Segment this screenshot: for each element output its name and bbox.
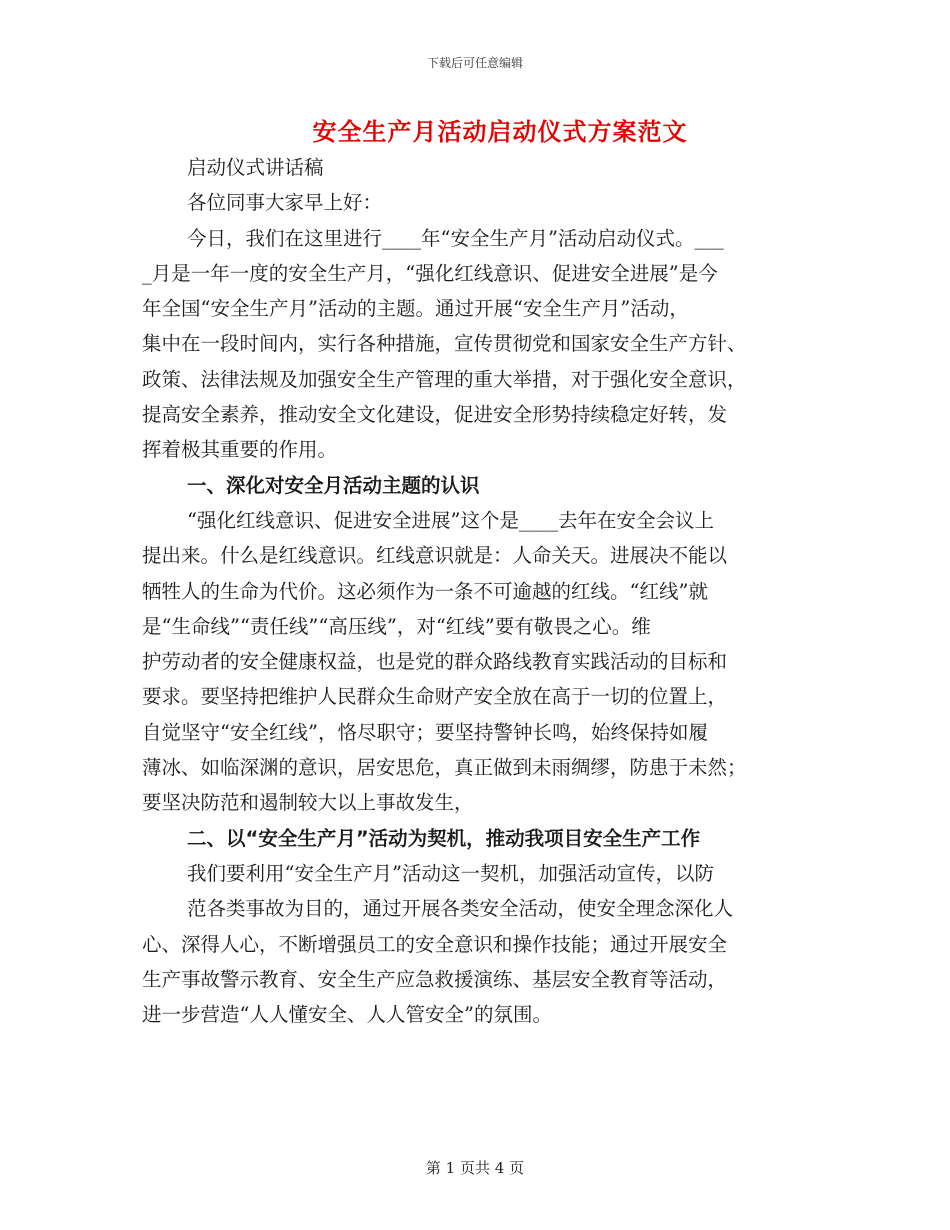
paragraph-line: 生产事故警示教育、安全生产应急救援演练、基层安全教育等活动， [142, 967, 728, 991]
paragraph-line: 要坚决防范和遏制较大以上事故发生， [142, 791, 474, 815]
paragraph-line: 政策、法律法规及加强安全生产管理的重大举措，对于强化安全意识， [142, 367, 747, 391]
paragraph-line: 提高安全素养，推动安全文化建设，促进安全形势持续稳定好转，发 [142, 403, 728, 427]
paragraph-line: 我们要利用“安全生产月”活动这一契机，加强活动宣传，以防 [187, 861, 714, 885]
paragraph-line: 集中在一段时间内，实行各种措施，宣传贯彻党和国家安全生产方针、 [142, 332, 747, 356]
paragraph-line: 启动仪式讲话稿 [187, 156, 324, 179]
section-heading: 一、深化对安全月活动主题的认识 [187, 473, 480, 497]
paragraph-line: 各位同事大家早上好： [187, 191, 383, 215]
paragraph-line: 年全国“安全生产月”活动的主题。通过开展“安全生产月”活动， [142, 297, 689, 321]
paragraph-line: 是“生命线”“责任线”“高压线”，对“红线”要有敬畏之心。维 [142, 614, 651, 638]
paragraph-line: 范各类事故为目的，通过开展各类安全活动，使安全理念深化人 [187, 897, 734, 921]
paragraph-line: 提出来。什么是红线意识。红线意识就是：人命关天。进展决不能以 [142, 544, 728, 568]
section-heading: 二、以“安全生产月”活动为契机，推动我项目安全生产工作 [187, 826, 701, 850]
paragraph-line: 护劳动者的安全健康权益，也是党的群众路线教育实践活动的目标和 [142, 650, 728, 674]
document-title: 安全生产月活动启动仪式方案范文 [312, 117, 688, 146]
paragraph-line: 牺牲人的生命为代价。这必须作为一条不可逾越的红线。“红线”就 [142, 579, 708, 603]
paragraph-line: 心、深得人心，不断增强员工的安全意识和操作技能；通过开展安全 [142, 932, 728, 956]
page-number: 第 1 页共 4 页 [425, 1159, 525, 1177]
paragraph-line: 挥着极其重要的作用。 [142, 438, 338, 462]
header-note: 下载后可任意编辑 [426, 56, 523, 70]
paragraph-line: 自觉坚守“安全红线”，恪尽职守；要坚持警钟长鸣，始终保持如履 [142, 720, 708, 744]
document-body [142, 150, 812, 1032]
paragraph-line: 进一步营造“人人懂安全、人人管安全”的氛围。 [142, 1003, 552, 1027]
paragraph-line: 今日，我们在这里进行____年“安全生产月”活动启动仪式。___ [187, 226, 724, 250]
paragraph-line: 要求。要坚持把维护人民群众生命财产安全放在高于一切的位置上， [142, 685, 728, 709]
paragraph-line: 薄冰、如临深渊的意识，居安思危，真正做到未雨绸缪，防患于未然； [142, 756, 747, 780]
paragraph-line: “强化红线意识、促进安全进展”这个是____去年在安全会议上 [187, 508, 714, 532]
paragraph-line: _月是一年一度的安全生产月，“强化红线意识、促进安全进展”是今 [142, 261, 718, 285]
